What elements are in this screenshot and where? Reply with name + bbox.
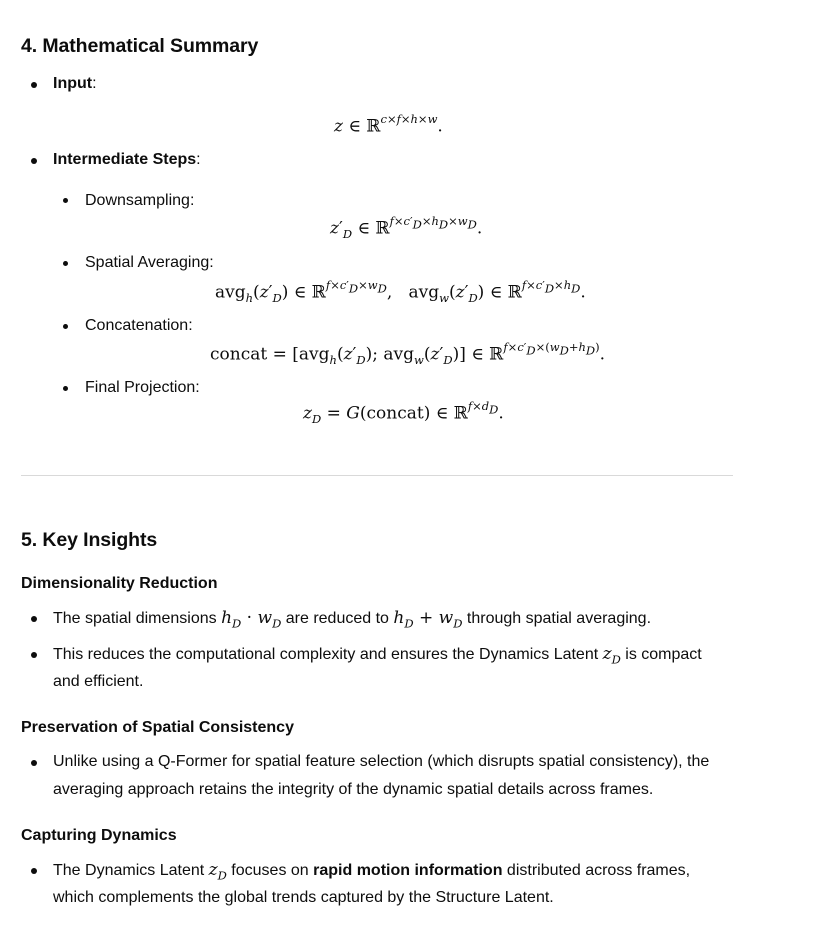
insight-dynamics-line-2: which complements the global trends captured by the Structure Latent. <box>53 889 554 906</box>
bullet <box>63 198 68 203</box>
math-final-projection-equation: $z_D$ = G(concat) ∈ ℝ$^{f\times d_D}$. <box>303 399 504 427</box>
subheading-capturing-dynamics: Capturing Dynamics <box>21 827 177 844</box>
step-label-spatial-averaging: Spatial Averaging: <box>85 254 214 271</box>
bullet <box>31 616 37 622</box>
subheading-preservation-spatial-consistency: Preservation of Spatial Consistency <box>21 719 294 736</box>
insight-preservation-line-1: Unlike using a Q-Former for spatial feature selection (which disrupts spatial consistency), the <box>53 753 710 770</box>
section-heading-key-insights: 5. Key Insights <box>21 529 158 551</box>
insight-preservation-line-2: averaging approach retains the integrity of the dynamic spatial details across frames. <box>53 781 654 798</box>
bullet <box>63 261 68 266</box>
intermediate-steps-label: Intermediate Steps: <box>53 151 201 168</box>
bullet <box>63 386 68 391</box>
section-heading-mathematical-summary: 4. Mathematical Summary <box>21 35 259 57</box>
math-spatial-averaging-equation: $avg_h(z'_D)$ ∈ ℝ$^{f\times c'_D\times w_D}$, $avg_w(z'_D)$ ∈ ℝ$^{f\times c'_D\times h_D}$. <box>215 278 586 306</box>
insight-dimred-bullet-1: The spatial dimensions $h_D \cdot w_D$ are reduced to $h_D + w_D$ through spatial averaging. <box>53 608 652 631</box>
input-label: Input: <box>53 75 97 92</box>
step-label-final-projection: Final Projection: <box>85 379 200 396</box>
bullet <box>31 158 37 164</box>
section-divider <box>21 475 733 476</box>
bullet <box>31 868 37 874</box>
bullet <box>31 760 37 766</box>
bullet <box>31 82 37 88</box>
step-label-concatenation: Concatenation: <box>85 317 193 334</box>
math-downsampling-equation: $z'_D$ ∈ ℝ$^{f\times c'_D\times h_D\times w_D}$. <box>330 214 483 242</box>
subheading-dimensionality-reduction: Dimensionality Reduction <box>21 575 218 592</box>
math-concatenation-equation: concat = [$avg_h(z'_D)$; $avg_w(z'_D)$] ∈ ℝ$^{f\times c'_D\times(w_D+h_D)}$. <box>210 340 606 368</box>
math-input-equation: z ∈ ℝ$^{c\times f\times h\times w}$. <box>334 112 443 137</box>
step-label-downsampling: Downsampling: <box>85 192 195 209</box>
insight-dimred-bullet-2-line-2: and efficient. <box>53 673 144 690</box>
bullet <box>31 652 37 658</box>
insight-dynamics-line-1: The Dynamics Latent $z_D$ focuses on rapid motion information distributed across frames, <box>53 860 691 883</box>
bullet <box>63 324 68 329</box>
insight-dimred-bullet-2-line-1: This reduces the computational complexity and ensures the Dynamics Latent $z_D$ is compact <box>53 644 702 667</box>
